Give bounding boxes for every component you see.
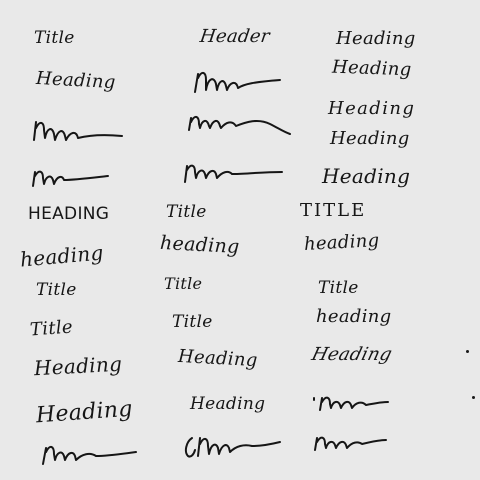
scribble-mark	[182, 430, 282, 460]
handwritten-word: heading	[316, 306, 392, 327]
handwritten-word: Title	[29, 316, 74, 341]
scribble-mark	[182, 160, 286, 186]
handwritten-word: Heading	[35, 67, 117, 94]
handwritten-word: Title	[36, 280, 77, 300]
handwritten-word: Title	[164, 274, 203, 293]
scribble-mark	[30, 166, 110, 190]
handwritten-word: Header	[198, 26, 272, 47]
handwritten-word: TITLE	[300, 200, 367, 221]
scribble-mark	[40, 440, 140, 466]
handwritten-word: Heading	[177, 345, 259, 372]
scribble-mark	[192, 68, 284, 98]
scribble-mark	[186, 110, 294, 138]
handwritten-word: Title	[166, 202, 207, 222]
handwritten-word: Title	[34, 28, 75, 48]
handwritten-word: Heading	[322, 164, 411, 188]
scribble-mark	[30, 116, 126, 144]
handwritten-word: Heading	[328, 98, 416, 119]
handwritten-word: Heading	[331, 56, 412, 81]
handwritten-word: heading	[303, 230, 380, 255]
handwritten-word: Heading	[190, 394, 266, 414]
ink-dot	[466, 350, 469, 353]
scribble-mark	[312, 392, 390, 414]
handwritten-word: heading	[159, 231, 241, 259]
handwritten-word: Heading	[309, 344, 395, 365]
handwritten-word: Heading	[35, 396, 134, 429]
handwritten-word: HEADING	[28, 204, 110, 224]
handwritten-word: heading	[19, 240, 105, 272]
handwritten-word: Heading	[330, 128, 410, 149]
handwritten-word: Title	[172, 312, 213, 332]
handwritten-word: Heading	[336, 28, 416, 49]
ink-dot	[472, 396, 475, 399]
handwritten-word: Heading	[33, 351, 123, 381]
scribble-mark	[312, 432, 388, 454]
handwritten-word: Title	[318, 278, 359, 298]
